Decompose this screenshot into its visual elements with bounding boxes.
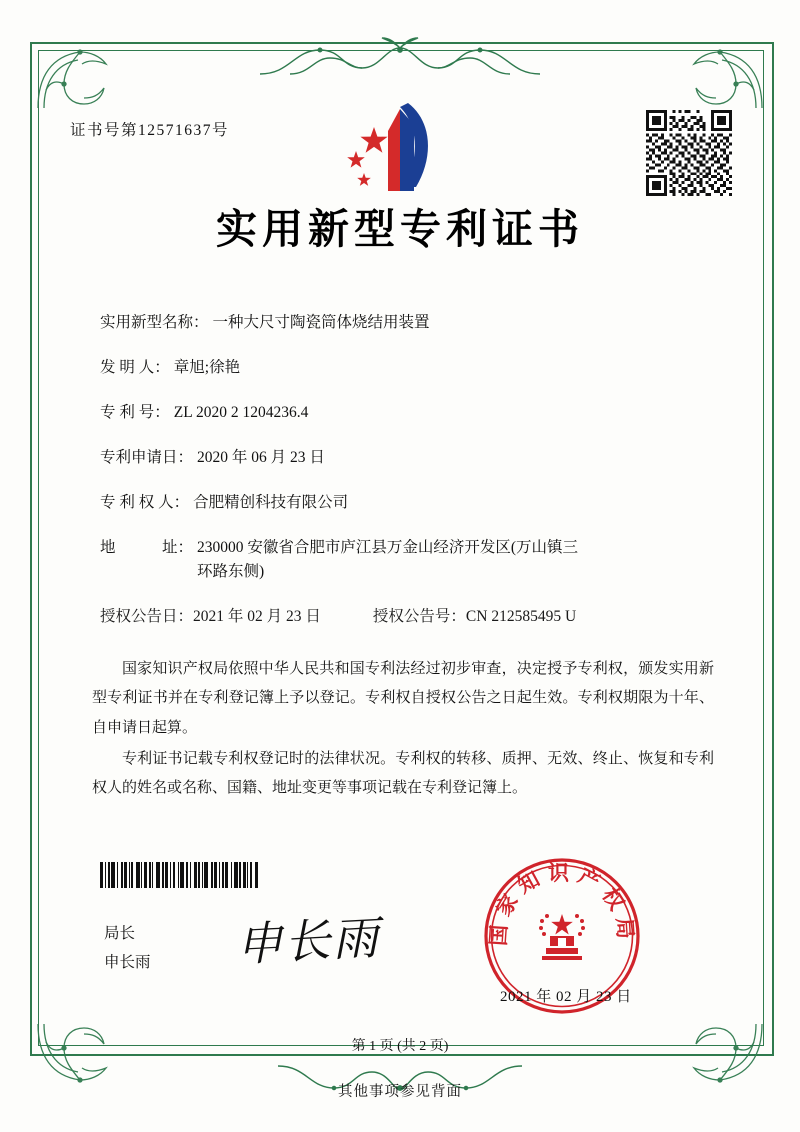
svg-text:国家知识产权局: 国家知识产权局 <box>485 860 639 947</box>
top-flourish-ornament <box>250 34 550 80</box>
field-value: 章旭;徐艳 <box>173 359 241 377</box>
field-value: 2020 年 06 月 23 日 <box>197 449 325 467</box>
field-label: 专利申请日： <box>100 449 194 467</box>
certificate-title: 实用新型专利证书 <box>216 205 584 253</box>
field-label: 专 利 权 人： <box>100 494 190 512</box>
field-value: 合肥精创科技有限公司 <box>193 494 349 512</box>
field-address <box>70 536 730 584</box>
director-title: 局长 <box>104 925 136 942</box>
director-name: 申长雨 <box>104 953 151 971</box>
legal-paragraph-1: 国家知识产权局依照中华人民共和国专利法经过初步审查，决定授予专利权，颁发实用新型专利证书并在专利登记簿上予以登记。专利权自授权公告之日起生效。专利权期限为十年、自申请日起算。 <box>92 661 714 736</box>
patent-fields <box>70 311 730 629</box>
field-label: 授权公告号： <box>372 608 466 626</box>
field-application-date <box>70 446 730 470</box>
certificate-content <box>70 90 730 805</box>
field-label: 专 利 号： <box>100 404 170 422</box>
field-patent-number <box>70 401 730 425</box>
field-grant-date <box>100 605 321 629</box>
certificate-number: 证书号第12571637号 <box>70 122 230 139</box>
field-label: 授权公告日： <box>100 608 194 626</box>
signature-block <box>104 920 151 977</box>
field-grant-row <box>70 605 730 629</box>
legal-paragraph-2: 专利证书记载专利权登记时的法律状况。专利权的转移、质押、无效、终止、恢复和专利权人的姓名或名称、国籍、地址变更等事项记载在专利登记簿上。 <box>92 750 714 797</box>
handwritten-signature: 申长雨 <box>234 910 382 972</box>
field-patentee <box>70 491 730 515</box>
field-value: CN 212585495 U <box>465 608 577 626</box>
address-line-1: 230000 安徽省合肥市庐江县万金山经济开发区(万山镇三 <box>197 539 579 557</box>
field-utility-model-name <box>70 311 730 335</box>
seal-date: 2021 年 02 月 23 日 <box>500 989 632 1005</box>
page-indicator: 第 1 页 (共 2 页) <box>351 1039 449 1054</box>
legal-body-text <box>70 655 730 803</box>
address-line-2: 环路东侧) <box>197 563 265 581</box>
field-value: ZL 2020 2 1204236.4 <box>173 404 309 422</box>
field-grant-number <box>373 605 576 629</box>
field-value: 2021 年 02 月 23 日 <box>193 608 321 626</box>
footer-note: 其他事项参见背面 <box>338 1084 462 1100</box>
field-label: 地 址： <box>100 539 194 557</box>
field-value <box>193 536 578 584</box>
field-label: 实用新型名称： <box>100 314 209 331</box>
barcode <box>100 862 305 888</box>
field-label: 发 明 人： <box>100 359 170 377</box>
field-inventor <box>70 356 730 380</box>
field-value: 一种大尺寸陶瓷筒体烧结用装置 <box>212 314 430 331</box>
